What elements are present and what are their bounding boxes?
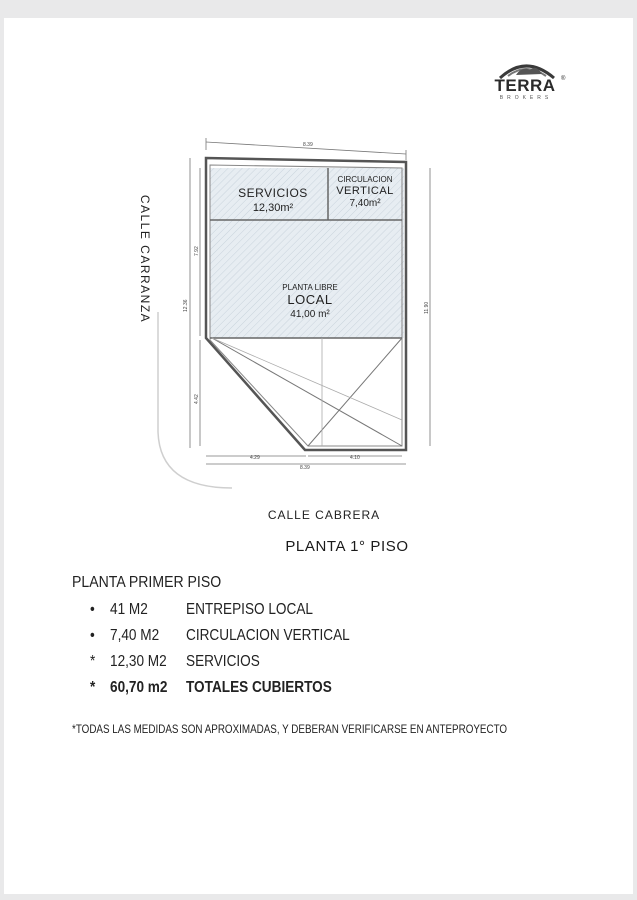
- dim-bottom-left: 4.29: [250, 455, 260, 461]
- room-circulacion: [330, 176, 400, 209]
- summary-area: 41 M2: [110, 601, 148, 618]
- room-circulacion-line1: CIRCULACION: [337, 175, 393, 184]
- street-label-cabrera: CALLE CABRERA: [267, 508, 381, 522]
- room-local: [250, 284, 370, 320]
- room-local-line2: LOCAL: [287, 291, 333, 307]
- void-diagonal-1: [212, 338, 402, 446]
- dim-bottom-total: 8.39: [300, 465, 310, 471]
- summary-desc: TOTALES CUBIERTOS: [186, 679, 332, 696]
- dim-left-upper: 7.92: [194, 246, 200, 256]
- street-label-carranza: CALLE CARRANZA: [138, 194, 152, 324]
- dim-right: 11.90: [424, 301, 430, 314]
- room-circulacion-line2: VERTICAL: [336, 184, 394, 197]
- room-servicios-area: 12,30m²: [252, 202, 294, 215]
- dim-left-outer: 12.36: [183, 299, 189, 312]
- bullet: *: [90, 653, 96, 670]
- summary-title: PLANTA PRIMER PISO: [72, 574, 222, 591]
- summary-desc: ENTREPISO LOCAL: [186, 601, 313, 618]
- logo-registered-mark: ®: [561, 76, 566, 82]
- room-servicios-name: SERVICIOS: [238, 186, 308, 200]
- summary-area: 60,70 m2: [110, 679, 168, 696]
- void-diagonal-3: [212, 338, 402, 420]
- plan-title: PLANTA 1° PISO: [285, 538, 409, 555]
- bullet: •: [90, 627, 95, 644]
- dim-bottom-right: 4.10: [350, 455, 360, 461]
- summary-desc: SERVICIOS: [186, 653, 260, 670]
- dim-top: 8.39: [303, 142, 313, 148]
- room-servicios: [226, 187, 320, 214]
- bullet: •: [90, 601, 95, 618]
- logo-subtitle: BROKERS: [499, 95, 553, 101]
- area-summary: [72, 574, 552, 696]
- bullet: *: [90, 679, 96, 696]
- summary-area: 12,30 M2: [110, 653, 167, 670]
- logo-wordmark: TERRA: [494, 76, 556, 95]
- summary-area: 7,40 M2: [110, 627, 160, 644]
- summary-desc: CIRCULACION VERTICAL: [186, 627, 350, 644]
- room-local-area: 41,00 m²: [290, 309, 330, 321]
- dim-left-lower: 4.42: [194, 394, 200, 404]
- room-local-line1: PLANTA LIBRE: [282, 283, 338, 292]
- room-circulacion-area: 7,40m²: [349, 197, 381, 209]
- footnote: *TODAS LAS MEDIDAS SON APROXIMADAS, Y DEBERAN VERIFICARSE EN ANTEPROYECTO: [72, 722, 508, 736]
